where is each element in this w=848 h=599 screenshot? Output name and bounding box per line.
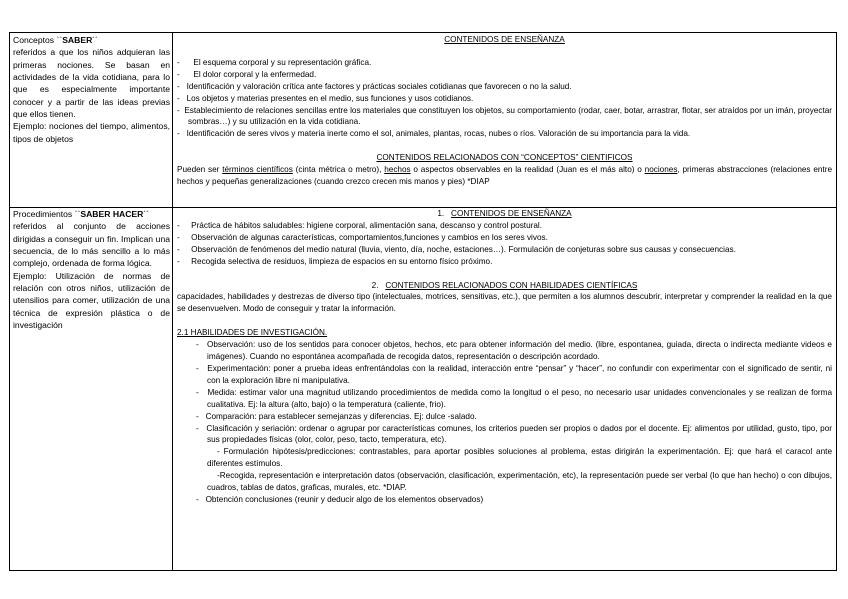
research-skills-heading: 2.1 HABILIDADES DE INVESTIGACIÓN. xyxy=(177,328,328,338)
list-item: - Recogida selectiva de residuos, limpieza de espacios en su entorno físico próximo. xyxy=(177,256,493,266)
contents-heading: CONTENIDOS DE ENSEÑANZA xyxy=(444,35,565,44)
list-item: - Establecimiento de relaciones sencillas entre los materiales que constituyen los objetos, su comportamiento (rodar, caer, botar, arrastrar, flotar, ser atraídos por un imán, proyectar sombras…) y su utilización en la vida cotidiana. xyxy=(177,105,832,127)
list-item: - Observación: uso de los sentidos para conocer objetos, hechos, etc para obtener información del medio. (libre, espontanea, guiada, directa o indirecta mediante videos e imágenes). Cuando no espontánea acompañada de recogida datos, representación o descripción acordado. xyxy=(196,340,832,362)
list-item: - Observación de algunas características, comportamientos,funciones y cambios en los seres vivos. xyxy=(177,232,548,242)
contents-heading-2: 2. CONTENIDOS RELACIONADOS CON HABILIDADES CIENTÍFICAS xyxy=(371,280,638,290)
table-row-procedures xyxy=(10,207,836,570)
list-item: - Experimentación: poner a prueba ideas enfrentándolas con la realidad, interacción entre “pensar” y “hacer”, no confundir con experimentar con el significado de sentir, ni con la exploración libre ni manipulativa. xyxy=(196,363,833,385)
concepts-contents-cell xyxy=(173,33,836,207)
list-item: - Los objetos y materias presentes en el medio, sus funciones y usos cotidianos. xyxy=(177,93,474,103)
list-item: - Observación de fenómenos del medio natural (lluvia, viento, día, noche, estaciones…). Formulación de conjeturas sobre sus causas y consecuencias. xyxy=(177,244,736,254)
list-item: - Identificación y valoración crítica ante factores y prácticas sociales cotidianas que favorecen o no la salud. xyxy=(177,81,572,91)
procedures-description: referidos al conjunto de acciones dirigidas a conseguir un fin. Implican una secuencia, de lo más sencillo a lo más complejo, ordenada de forma lógica. xyxy=(13,221,170,269)
procedures-title: Procedimientos ``SABER HACER´´ xyxy=(13,209,150,219)
procedures-cell xyxy=(10,207,173,570)
list-item: - Formulación hipótesis/predicciones: contrastables, para aportar posibles soluciones al problema, estas dirigirán la experimentación. Ej: que hará el caracol ante diferentes estímulos. xyxy=(207,447,832,469)
list-item: - Medida: estimar valor una magnitud utilizando procedimientos de medida como la longitud o el peso, no necesario usar unidades convencionales y se realizan de forma cualitativa. Ej: la altura (alto, bajo) o la temperatura (caliente, frio). xyxy=(196,387,832,409)
skills-paragraph: capacidades, habilidades y destrezas de diverso tipo (intelectuales, motrices, sensitivas, etc.), que permiten a los alumnos descubrir, interpretar y comprender la realidad en la que se desenvuelven. Modo de conseguir y tratar la información. xyxy=(177,292,832,314)
list-item: - El esquema corporal y su representación gráfica. xyxy=(177,57,372,67)
concepts-title: Conceptos ``SABER´´ xyxy=(13,35,99,45)
concepts-example: Ejemplo: nociones del tiempo, alimentos, tipos de objetos xyxy=(13,121,170,144)
procedures-example: Ejemplo: Utilización de normas de relación con otros niños, utilización de utensilios para comer, utilización de una técnica de expresión plástica o de investigación xyxy=(13,270,170,331)
list-item: - Clasificación y seriación: ordenar o agrupar por características comunes, los criterios pueden ser propios o dados por el docente. Ej: alimentos por utilidad, gusto, tipo, por sus propiedades físicas (olor, color, peso, tacto, temperatura, etc). xyxy=(196,423,832,445)
scientific-concepts-paragraph: Pueden ser términos científicos (cinta métrica o metro), hechos o aspectos observables en la realidad (Juan es el más alto) o nociones, primeras abstracciones (relaciones entre hechos y pequeñas generalizaciones (cuando crezco crecen mis manos y pies) *DIAP xyxy=(177,165,832,187)
list-item: - Práctica de hábitos saludables: higiene corporal, alimentación sana, descanso y control postural. xyxy=(177,220,543,230)
content-table xyxy=(9,32,837,571)
contents-heading-1: 1. CONTENIDOS DE ENSEÑANZA xyxy=(437,209,572,218)
list-item: - El dolor corporal y la enfermedad. xyxy=(177,69,317,79)
table-row-concepts xyxy=(10,33,836,208)
list-item: - Obtención conclusiones (reunir y deducir algo de los elementos observados) xyxy=(196,494,484,504)
concepts-cell xyxy=(10,33,173,207)
procedures-contents-cell xyxy=(173,207,836,570)
list-item: - Comparación: para establecer semejanzas y diferencias. Ej: dulce -salado. xyxy=(196,411,477,421)
list-item: -Recogida, representación e interpretación datos (observación, clasificación, experimentación, etc), la representación puede ser verbal (lo que han hecho) o con dibujos, cuadros, tablas de datos, graficas, murales, etc. *DIAP. xyxy=(207,471,832,493)
concepts-description: referidos a que los niños adquieran las primeras nociones. Se basan en actividades de la vida cotidiana, para lo que es especialmente importante conocer y a partir de las ideas previas que ellos tienen. xyxy=(13,47,170,120)
list-item: - Identificación de seres vivos y materia inerte como el sol, animales, plantas, rocas, nubes o ríos. Valoración de su importancia para la vida. xyxy=(177,129,691,139)
scientific-concepts-heading: CONTENIDOS RELACIONADOS CON “CONCEPTOS” CIENTIFICOS xyxy=(376,153,633,163)
